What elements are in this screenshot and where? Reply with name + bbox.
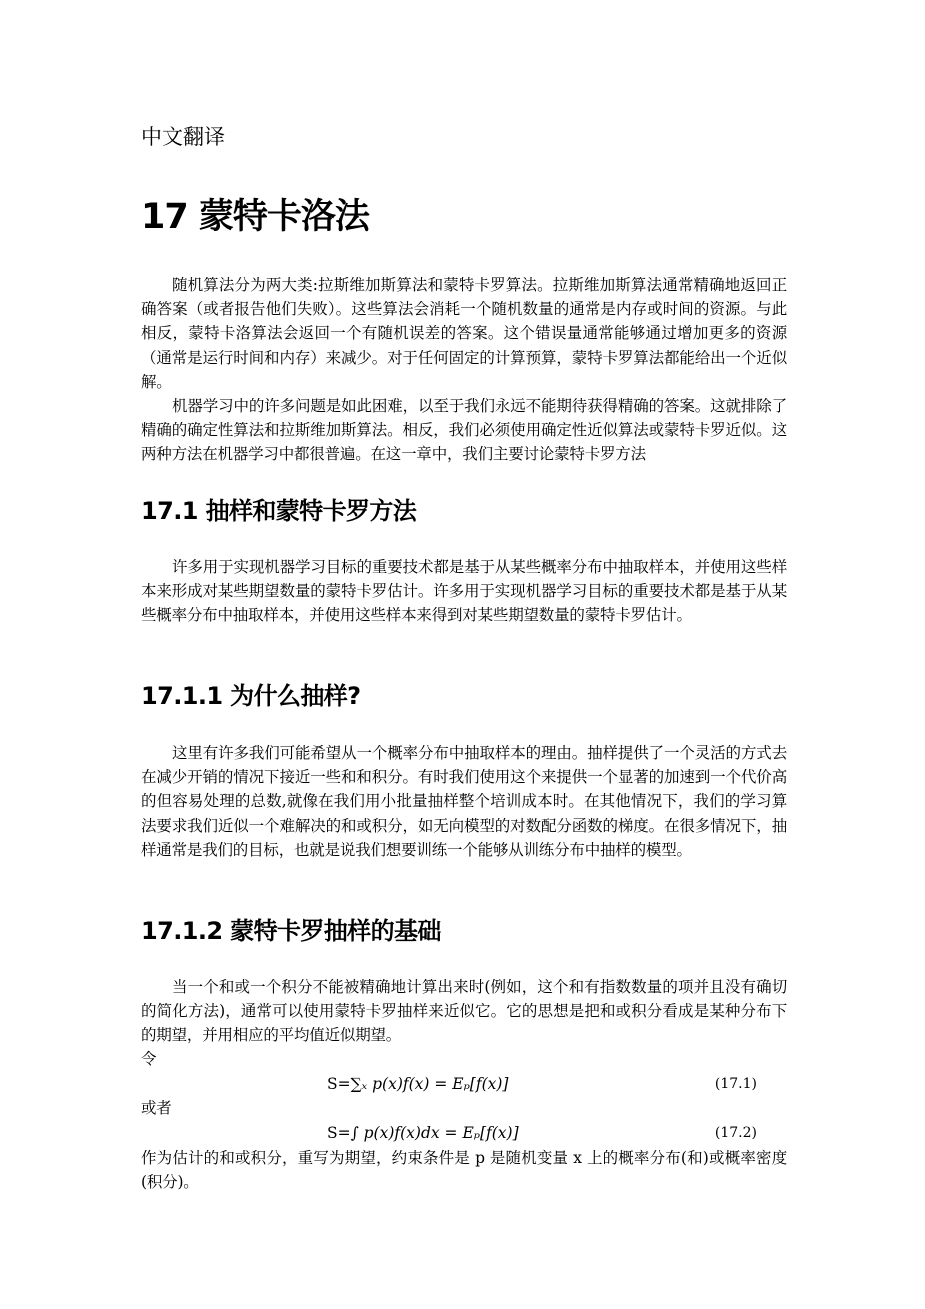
equation-17-1-number: (17.1) — [714, 1076, 757, 1092]
equation-17-2-number: (17.2) — [714, 1125, 757, 1141]
section-17-1-2-paragraph: 当一个和或一个积分不能被精确地计算出来时(例如，这个和有指数数量的项并且没有确切的简化方法)，通常可以使用蒙特卡罗抽样来近似它。它的思想是把和或积分看成是某种分布下的期望，并用相应的平均值近似期望。 — [141, 978, 787, 1045]
let-label: 令 — [141, 1050, 157, 1068]
section-title-17-1-2: 17.1.2 蒙特卡罗抽样的基础 — [141, 917, 441, 945]
chapter-intro-paragraph-1: 随机算法分为两大类:拉斯维加斯算法和蒙特卡罗算法。拉斯维加斯算法通常精确地返回正确答案（或者报告他们失败）。这些算法会消耗一个随机数量的通常是内存或时间的资源。与此相反，蒙特卡洛算法会返回一个有随机误差的答案。这个错误量通常能够通过增加更多的资源（通常是运行时间和内存）来减少。对于任何固定的计算预算，蒙特卡罗算法都能给出一个近似解。 — [141, 276, 787, 391]
equation-17-1-expression: ∑ₓ p(x)f(x) = Eₚ[f(x)] — [350, 1075, 509, 1093]
equation-17-2-lhs: S= — [327, 1124, 351, 1142]
chapter-intro-paragraph-2: 机器学习中的许多问题是如此困难，以至于我们永远不能期待获得精确的答案。这就排除了精确的确定性算法和拉斯维加斯算法。相反，我们必须使用确定性近似算法或蒙特卡罗近似。这两种方法在机器学习中都很普遍。在这一章中，我们主要讨论蒙特卡罗方法 — [141, 397, 787, 464]
equation-17-2-formula — [327, 1121, 519, 1145]
equation-17-1 — [141, 1072, 787, 1096]
section-title-17-1-1: 17.1.1 为什么抽样? — [141, 682, 361, 710]
section-title-17-1: 17.1 抽样和蒙特卡罗方法 — [141, 497, 417, 525]
section-17-1-1-paragraph: 这里有许多我们可能希望从一个概率分布中抽取样本的理由。抽样提供了一个灵活的方式去在减少开销的情况下接近一些和和积分。有时我们使用这个来提供一个显著的加速到一个代价高的但容易处理的总数,就像在我们用小批量抽样整个培训成本时。在其他情况下，我们的学习算法要求我们近似一个难解决的和或积分，如无向模型的对数配分函数的梯度。在很多情况下，抽样通常是我们的目标，也就是说我们想要训练一个能够从训练分布中抽样的模型。 — [141, 744, 787, 859]
equation-17-1-lhs: S= — [327, 1075, 351, 1093]
chapter-title: 17 蒙特卡洛法 — [141, 197, 369, 237]
equation-17-2-expression: ∫ p(x)f(x)dx = Eₚ[f(x)] — [350, 1124, 519, 1142]
or-label: 或者 — [141, 1099, 172, 1117]
translation-header: 中文翻译 — [141, 125, 225, 149]
equation-17-2 — [141, 1121, 787, 1145]
equation-17-1-formula — [327, 1072, 508, 1096]
section-17-1-paragraph: 许多用于实现机器学习目标的重要技术都是基于从某些概率分布中抽取样本，并使用这些样本来形成对某些期望数量的蒙特卡罗估计。许多用于实现机器学习目标的重要技术都是基于从某些概率分布中抽取样本，并使用这些样本来得到对某些期望数量的蒙特卡罗估计。 — [141, 558, 787, 625]
closing-paragraph: 作为估计的和或积分，重写为期望，约束条件是 p 是随机变量 x 上的概率分布(和)或概率密度(积分)。 — [141, 1149, 787, 1192]
